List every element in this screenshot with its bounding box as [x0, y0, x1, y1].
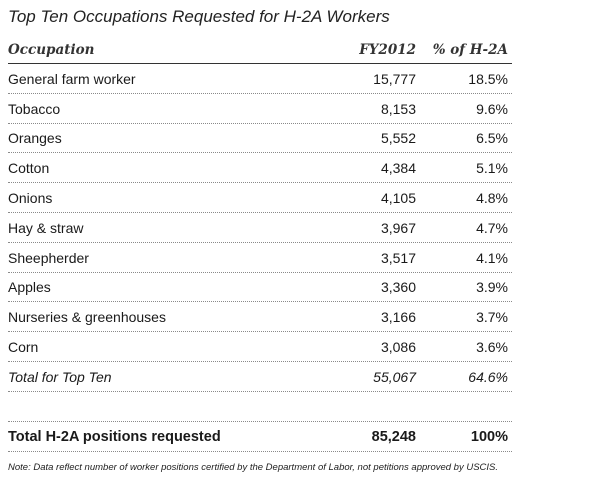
spacer-row [8, 392, 512, 422]
cell-percent: 4.7% [476, 219, 508, 236]
cell-percent: 3.9% [476, 279, 508, 296]
table-row [8, 332, 512, 362]
grand-total-label: Total H-2A positions requested [8, 428, 221, 445]
cell-percent: 5.1% [476, 160, 508, 177]
cell-fy2012: 3,166 [380, 309, 416, 326]
cell-percent: 18.5% [468, 70, 508, 87]
cell-percent: 4.1% [476, 249, 508, 266]
footnote: Note: Data reflect number of worker positions certified by the Department of Labor, not petitions approved by USCIS. [8, 462, 499, 473]
cell-occupation: Corn [8, 338, 39, 355]
cell-occupation: Nurseries & greenhouses [8, 309, 166, 326]
cell-percent: 6.5% [476, 130, 508, 147]
cell-percent: 3.6% [476, 338, 508, 355]
cell-occupation: Hay & straw [8, 219, 84, 236]
table-header-row [8, 36, 512, 64]
total-top-ten-percent: 64.6% [468, 368, 508, 385]
total-top-ten-row [8, 362, 512, 392]
cell-fy2012: 3,086 [380, 338, 416, 355]
table-body [8, 64, 512, 362]
cell-occupation: General farm worker [8, 70, 136, 87]
cell-occupation: Apples [8, 279, 51, 296]
grand-total-percent: 100% [470, 428, 508, 445]
column-header-percent: % of H-2A [432, 42, 508, 58]
cell-fy2012: 15,777 [373, 70, 416, 87]
table-row [8, 243, 512, 273]
total-top-ten-fy2012: 55,067 [373, 368, 416, 385]
cell-percent: 3.7% [476, 309, 508, 326]
cell-fy2012: 5,552 [380, 130, 416, 147]
cell-percent: 4.8% [476, 189, 508, 206]
cell-fy2012: 4,384 [380, 160, 416, 177]
cell-percent: 9.6% [476, 100, 508, 117]
chart-title: Top Ten Occupations Requested for H-2A Workers [8, 7, 390, 26]
grand-total-fy2012: 85,248 [371, 428, 416, 445]
cell-occupation: Sheepherder [8, 249, 89, 266]
table-row [8, 302, 512, 332]
cell-occupation: Cotton [8, 160, 50, 177]
grand-total-row [8, 422, 512, 452]
cell-fy2012: 3,967 [380, 219, 416, 236]
cell-occupation: Oranges [8, 130, 62, 147]
cell-occupation: Onions [8, 189, 53, 206]
cell-fy2012: 3,360 [380, 279, 416, 296]
table-row [8, 64, 512, 94]
occupations-table [8, 36, 512, 452]
column-header-fy2012: FY2012 [359, 42, 416, 58]
cell-fy2012: 8,153 [380, 100, 416, 117]
cell-fy2012: 4,105 [380, 189, 416, 206]
table-row [8, 183, 512, 213]
cell-occupation: Tobacco [8, 100, 61, 117]
cell-fy2012: 3,517 [380, 249, 416, 266]
column-header-occupation: Occupation [8, 42, 95, 58]
table-row [8, 213, 512, 243]
table-row [8, 94, 512, 124]
table-row [8, 153, 512, 183]
table-row [8, 124, 512, 154]
table-row [8, 273, 512, 303]
total-top-ten-label: Total for Top Ten [8, 368, 112, 385]
